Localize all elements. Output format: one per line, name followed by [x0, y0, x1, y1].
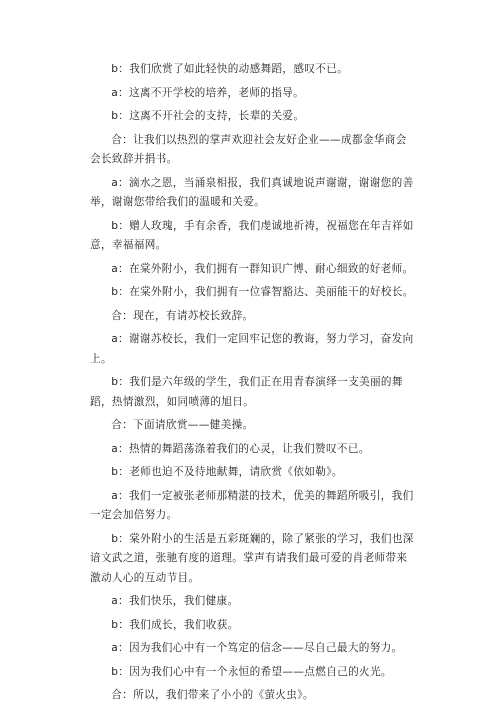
paragraph: a：我们一定被张老师那精湛的技术，优美的舞蹈所吸引，我们一定会加倍努力。 [90, 489, 414, 521]
paragraph: b：我们成长，我们收获。 [111, 618, 239, 631]
paragraph: b：棠外附小的生活是五彩斑斓的，除了紧张的学习，我们也深谙文武之道，张驰有度的道理。掌声有请我们最可爱的肖老师带来激动人心的互动节目。 [90, 532, 414, 584]
paragraph: a：谢谢苏校长，我们一定回牢记您的教诲，努力学习，奋发向上。 [90, 333, 414, 365]
paragraph: b：老师也迫不及待地献舞，请欣赏《依如勒》。 [111, 466, 343, 478]
document-body [90, 60, 415, 706]
paragraph: 合：让我们以热烈的掌声欢迎社会友好企业——成都金华商会会长致辞并捐书。 [90, 133, 407, 165]
paragraph: b：我们是六年级的学生，我们正在用青春演绎一支美丽的舞蹈，热情激烈，如同喷薄的旭日。 [90, 376, 403, 408]
paragraph: a：滴水之恩，当涌泉相报，我们真诚地说声谢谢，谢谢您的善举，谢谢您带给我们的温暖和关爱。 [90, 176, 414, 208]
paragraph: a：因为我们心中有一个笃定的信念——尽自己最大的努力。 [111, 642, 403, 654]
paragraph: a：我们快乐，我们健康。 [111, 595, 239, 607]
paragraph: b：这离不开社会的支持，长辈的关爱。 [111, 110, 305, 122]
paragraph: b：因为我们心中有一个永恒的希望——点燃自己的火光。 [111, 665, 392, 678]
paragraph: b：我们欣赏了如此轻快的动感舞蹈，感叹不已。 [111, 63, 349, 75]
paragraph: a：在棠外附小，我们拥有一群知识广博、耐心细致的好老师。 [111, 262, 414, 275]
paragraph: a：热情的舞蹈荡涤着我们的心灵，让我们赞叹不已。 [111, 442, 370, 455]
paragraph: b：在棠外附小，我们拥有一位睿智豁达、美丽能干的好校长。 [111, 286, 414, 298]
paragraph: 合：所以，我们带来了小小的《萤火虫》。 [111, 689, 314, 701]
paragraph: a：这离不开学校的培养，老师的指导。 [111, 86, 305, 99]
paragraph: 合：下面请欣赏——健美操。 [111, 419, 254, 431]
paragraph: 合：现在，有请苏校长致辞。 [111, 309, 254, 322]
paragraph: b：赠人玫瑰，手有余香，我们虔诚地祈祷，祝福您在年吉祥如意，幸福福网。 [90, 219, 414, 251]
